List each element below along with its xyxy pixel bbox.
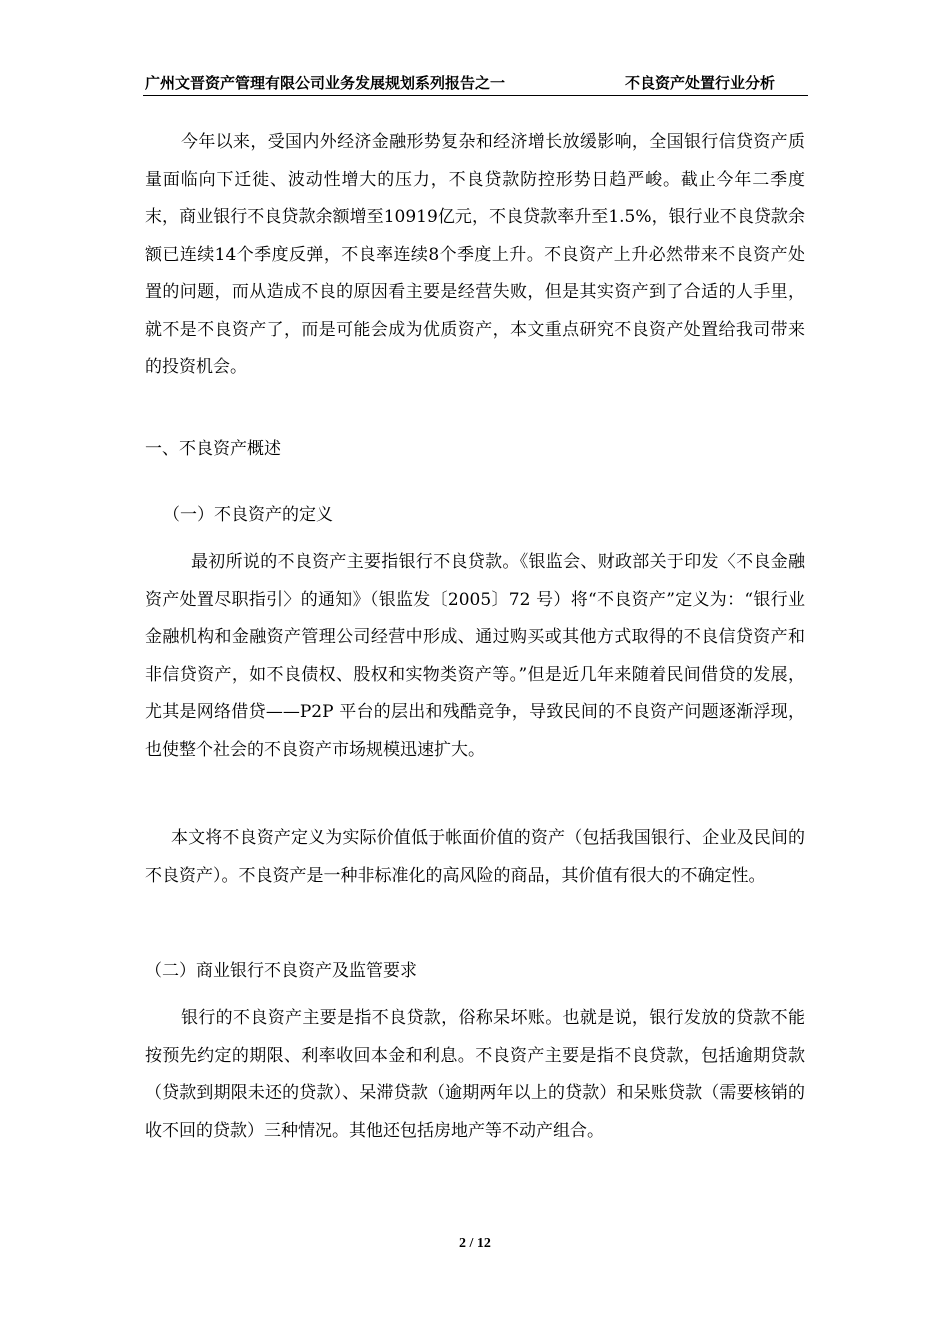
section-heading-overview: 一、不良资产概述	[145, 439, 281, 459]
header-divider	[143, 95, 808, 96]
subsection-heading-definition: （一）不良资产的定义	[163, 505, 333, 525]
subsection-heading-bank-npl: （二）商业银行不良资产及监管要求	[145, 961, 417, 981]
definition-paragraph-2: 本文将不良资产定义为实际价值低于帐面价值的资产（包括我国银行、企业及民间的不良资产）。不良资产是一种非标准化的高风险的商品，其价值有很大的不确定性。	[145, 828, 805, 886]
bank-npl-paragraph: 银行的不良资产主要是指不良贷款，俗称呆坏账。也就是说，银行发放的贷款不能按预先约定的期限、利率收回本金和利息。不良资产主要是指不良贷款，包括逾期贷款（贷款到期限未还的贷款）、呆滞贷款（逾期两年以上的贷款）和呆账贷款（需要核销的收不回的贷款）三种情况。其他还包括房地产等不动产组合。	[145, 1008, 805, 1141]
header-report-series: 广州文晋资产管理有限公司业务发展规划系列报告之一	[145, 75, 506, 92]
header-report-title: 不良资产处置行业分析	[625, 75, 776, 92]
page-number: 2 / 12	[459, 1236, 491, 1251]
intro-paragraph: 今年以来，受国内外经济金融形势复杂和经济增长放缓影响，全国银行信贷资产质量面临向下迁徙、波动性增大的压力，不良贷款防控形势日趋严峻。截止今年二季度末，商业银行不良贷款余额增至10919亿元，不良贷款率升至1.5%，银行业不良贷款余额已连续14个季度反弹，不良率连续8个季度上升。不良资产上升必然带来不良资产处置的问题，而从造成不良的原因看主要是经营失败，但是其实资产到了合适的人手里，就不是不良资产了，而是可能会成为优质资产，本文重点研究不良资产处置给我司带来的投资机会。	[145, 132, 805, 377]
definition-paragraph-1: 最初所说的不良资产主要指银行不良贷款。《银监会、财政部关于印发〈不良金融资产处置尽职指引〉的通知》（银监发〔2005〕72 号）将“不良资产”定义为：“银行业金融机构和金融资产管理公司经营中形成、通过购买或其他方式取得的不良信贷资产和非信贷资产，如不良债权、股权和实物类资产等。”但是近几年来随着民间借贷的发展，尤其是网络借贷——P2P 平台的层出和残酷竞争，导致民间的不良资产问题逐渐浮现，也使整个社会的不良资产市场规模迅速扩大。	[145, 552, 805, 760]
